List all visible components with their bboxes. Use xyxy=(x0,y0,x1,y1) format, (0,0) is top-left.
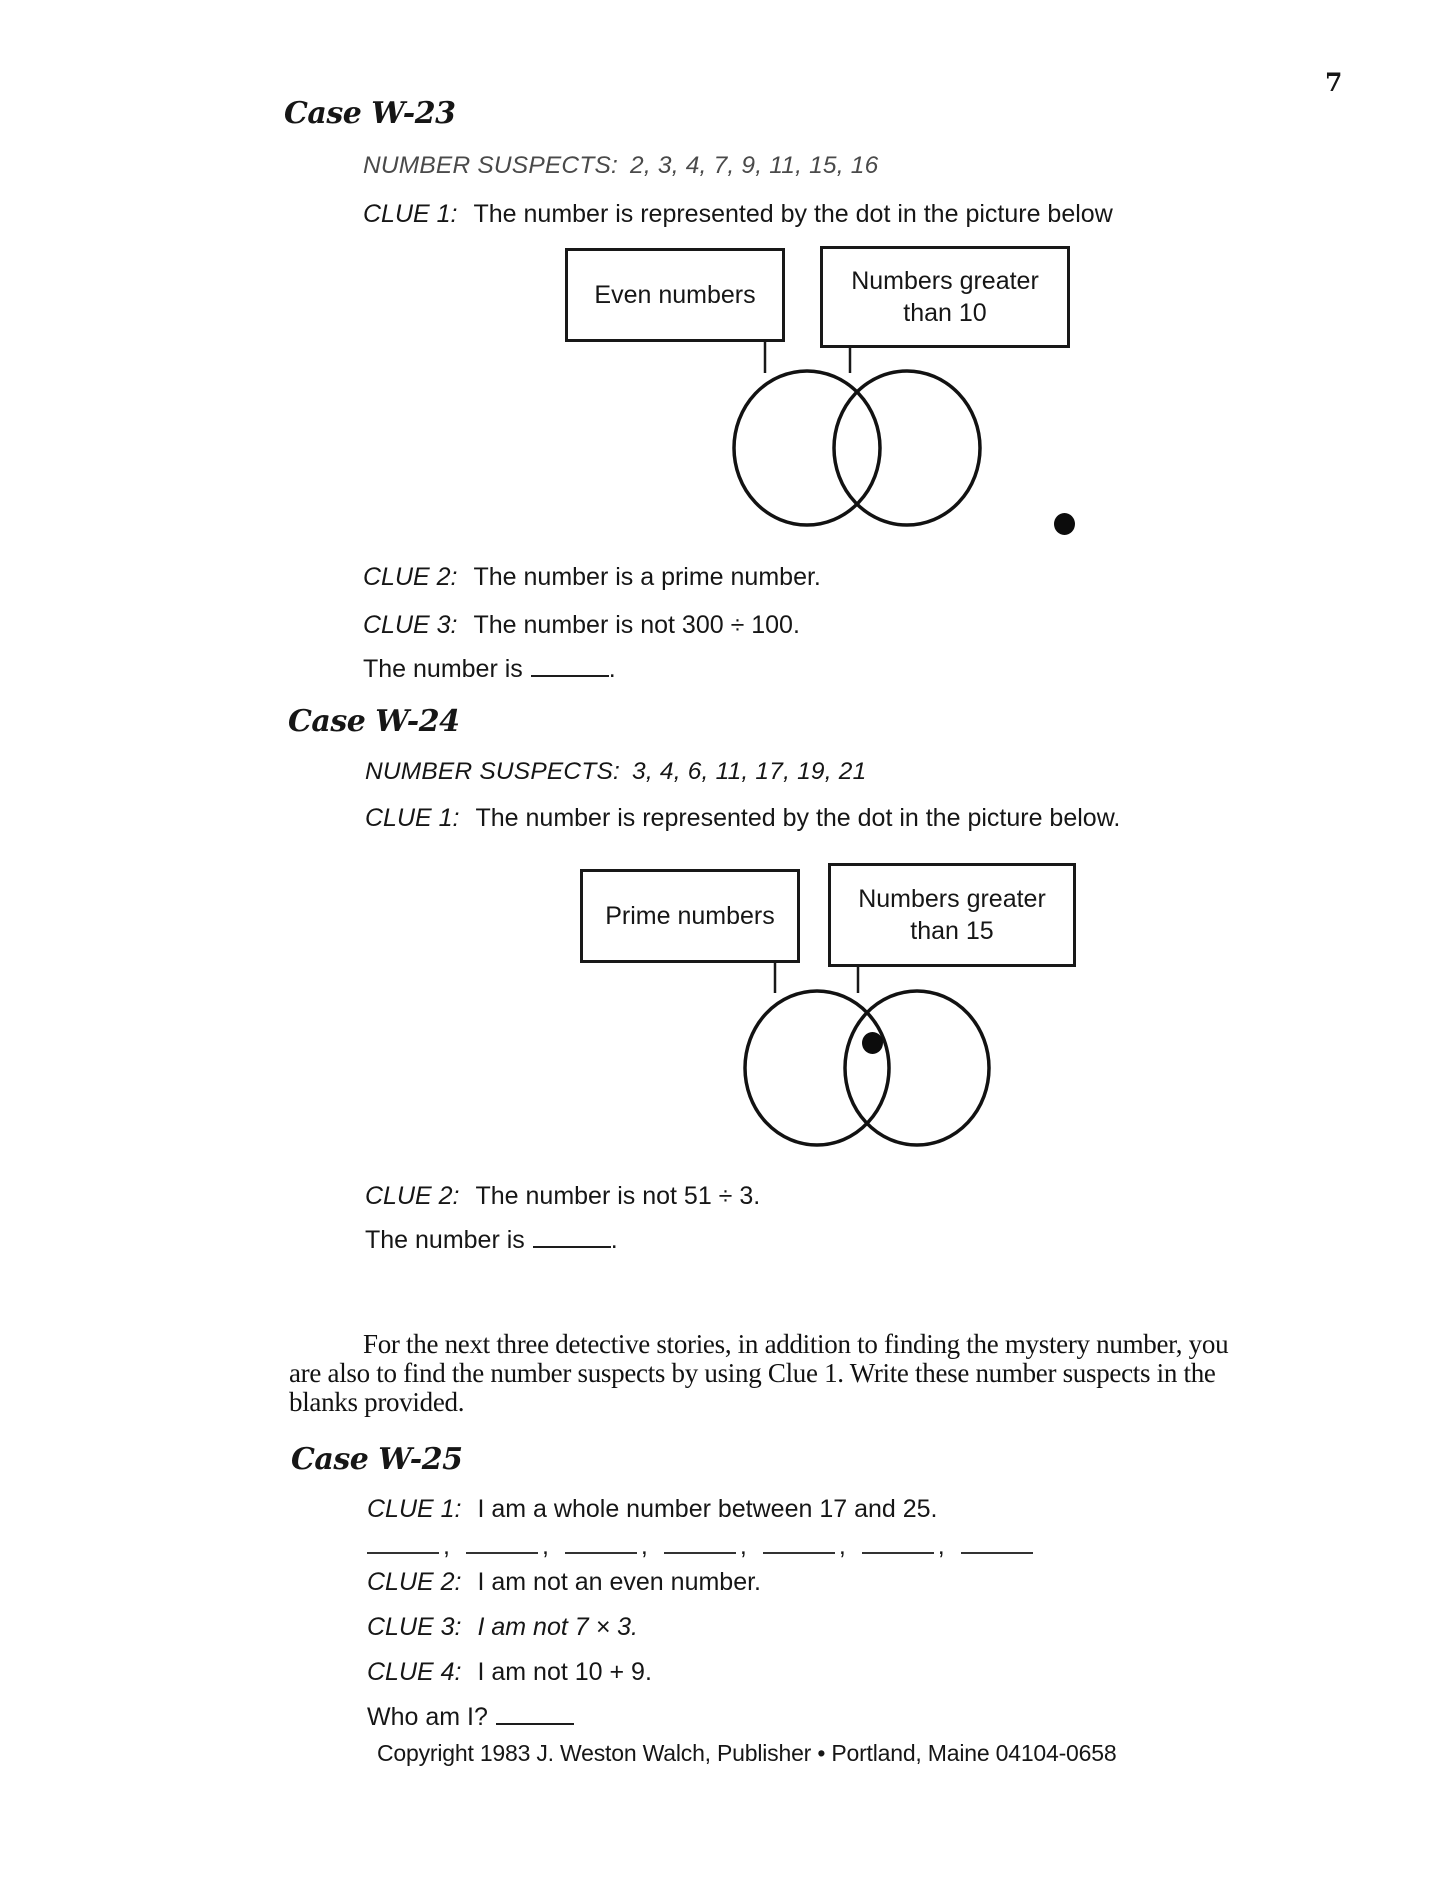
mystery-number-dot xyxy=(1054,513,1075,535)
suspect-blank xyxy=(763,1550,835,1554)
blank-separator: , xyxy=(443,1532,450,1560)
page-number: 7 xyxy=(1325,68,1343,97)
case-w25-clue-2 xyxy=(367,1568,761,1597)
answer-blank xyxy=(533,1244,611,1248)
suspects-label: NUMBER SUSPECTS: xyxy=(365,758,621,785)
clue-text: I am not 7 × 3. xyxy=(477,1613,638,1641)
clue-label: CLUE 1: xyxy=(367,1495,462,1523)
clue-text: The number is represented by the dot in the picture below xyxy=(473,200,1113,228)
case-w24-venn-diagram xyxy=(560,863,1105,1163)
blank-separator: , xyxy=(541,1532,549,1560)
clue-label: CLUE 1: xyxy=(365,804,460,832)
right-box-label-line2: than 15 xyxy=(910,917,994,945)
blank-separator: , xyxy=(838,1532,846,1560)
blank-separator: , xyxy=(937,1532,945,1560)
case-w23-clue-1 xyxy=(363,200,1113,229)
case-w23-clue-2 xyxy=(363,563,821,592)
suspects-values: 2, 3, 4, 7, 9, 11, 15, 16 xyxy=(630,152,879,179)
clue-text: The number is a prime number. xyxy=(473,563,821,591)
answer-suffix: . xyxy=(610,1226,618,1254)
case-w23-answer-line xyxy=(363,655,616,684)
suspect-blanks-row xyxy=(367,1532,1037,1561)
suspects-values: 3, 4, 6, 11, 17, 19, 21 xyxy=(632,758,867,785)
answer-suffix: . xyxy=(608,655,616,683)
answer-prompt: The number is xyxy=(365,1226,525,1254)
instructions-paragraph xyxy=(289,1330,1414,1417)
case-w24-title: Case W-24 xyxy=(288,704,460,739)
clue-label: CLUE 4: xyxy=(367,1658,462,1686)
clue-label: CLUE 3: xyxy=(363,611,458,639)
suspect-blank xyxy=(466,1550,538,1554)
left-box-label: Prime numbers xyxy=(605,902,775,930)
case-w25-clue-1 xyxy=(367,1495,938,1524)
right-box-label-line1: Numbers greater xyxy=(851,267,1039,295)
clue-label: CLUE 2: xyxy=(363,563,458,591)
answer-prompt: The number is xyxy=(363,655,523,683)
case-w23-title: Case W-23 xyxy=(284,96,456,131)
clue-text: I am a whole number between 17 and 25. xyxy=(477,1495,938,1523)
paragraph-line: are also to find the number suspects by using Clue 1. Write these number suspects in the xyxy=(289,1358,1216,1388)
case-w25-clue-4 xyxy=(367,1658,652,1687)
case-w23-clue-3 xyxy=(363,611,800,640)
clue-label: CLUE 3: xyxy=(367,1613,462,1641)
suspect-blank xyxy=(862,1550,934,1554)
copyright-line: Copyright 1983 J. Weston Walch, Publisher • Portland, Maine 04104-0658 xyxy=(377,1740,1117,1766)
clue-text: The number is represented by the dot in the picture below. xyxy=(475,804,1121,832)
case-w25-title: Case W-25 xyxy=(291,1442,463,1477)
venn-left-label-box xyxy=(580,869,800,963)
clue-text: The number is not 51 ÷ 3. xyxy=(475,1182,761,1210)
mystery-number-dot xyxy=(862,1032,883,1054)
paragraph-line: blanks provided. xyxy=(289,1387,465,1417)
answer-prompt: Who am I? xyxy=(367,1703,488,1731)
right-box-label-line2: than 10 xyxy=(903,299,987,327)
clue-text: I am not an even number. xyxy=(477,1568,761,1596)
case-w24-clue-2 xyxy=(365,1182,760,1211)
case-w24-clue-1 xyxy=(365,804,1120,833)
case-w25-answer-line xyxy=(367,1703,574,1732)
suspect-blank xyxy=(961,1550,1033,1554)
suspects-label: NUMBER SUSPECTS: xyxy=(363,152,619,179)
clue-text: The number is not 300 ÷ 100. xyxy=(473,611,800,639)
venn-right-label-box xyxy=(828,863,1076,967)
answer-blank xyxy=(496,1721,574,1725)
venn-right-label-box xyxy=(820,246,1070,348)
suspect-blank xyxy=(565,1550,637,1554)
clue-text: I am not 10 + 9. xyxy=(477,1658,652,1686)
suspect-blank xyxy=(367,1550,439,1554)
paragraph-line: For the next three detective stories, in addition to finding the mystery number, you xyxy=(363,1329,1229,1359)
answer-blank xyxy=(531,673,609,677)
case-w23-suspects xyxy=(363,152,878,180)
clue-label: CLUE 2: xyxy=(367,1568,462,1596)
case-w23-venn-diagram xyxy=(555,246,1100,546)
venn-left-label-box xyxy=(565,248,785,342)
case-w24-answer-line xyxy=(365,1226,618,1255)
clue-label: CLUE 1: xyxy=(363,200,458,228)
right-box-label-line1: Numbers greater xyxy=(858,885,1046,913)
blank-separator: , xyxy=(640,1532,648,1560)
case-w24-suspects xyxy=(365,758,866,786)
clue-label: CLUE 2: xyxy=(365,1182,460,1210)
left-box-label: Even numbers xyxy=(594,281,756,309)
suspect-blank xyxy=(664,1550,736,1554)
blank-separator: , xyxy=(739,1532,747,1560)
case-w25-clue-3 xyxy=(367,1613,638,1642)
